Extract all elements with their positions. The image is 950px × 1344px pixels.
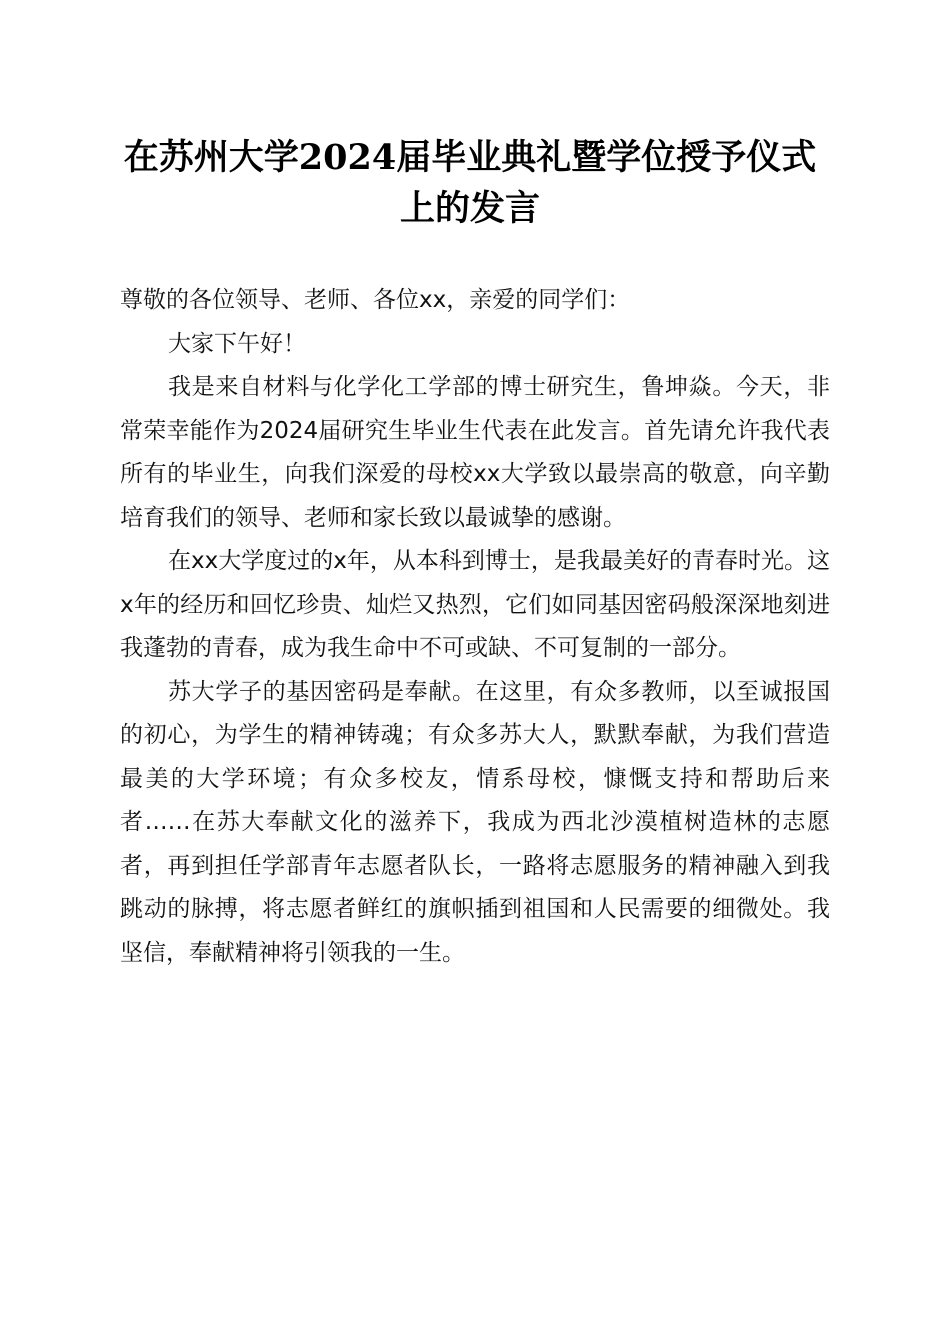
paragraph-youth-memories: 在xx大学度过的x年，从本科到博士，是我最美好的青春时光。这x年的经历和回忆珍贵、灿烂又热烈，它们如同基因密码般深深地刻进我蓬勃的青春，成为我生命中不可或缺、不可复制的一部分。 [120,548,830,661]
paragraph-greeting: 大家下午好！ [168,330,306,357]
title-line-1: 在苏州大学2024届毕业典礼暨学位授予仪式 [123,137,817,178]
paragraph-introduction: 我是来自材料与化学化工学部的博士研究生，鲁坤焱。今天，非常荣幸能作为2024届研究生毕业生代表在此发言。首先请允许我代表所有的毕业生，向我们深爱的母校xx大学致以最崇高的敬意，向辛勤培育我们的领导、老师和家长致以最诚挚的感谢。 [120,374,830,531]
speech-body [120,279,830,975]
paragraph-dedication: 苏大学子的基因密码是奉献。在这里，有众多教师，以至诚报国的初心，为学生的精神铸魂；有众多苏大人，默默奉献，为我们营造最美的大学环境；有众多校友，情系母校，慷慨支持和帮助后来者……在苏大奉献文化的滋养下，我成为西北沙漠植树造林的志愿者，再到担任学部青年志愿者队长，一路将志愿服务的精神融入到我跳动的脉搏，将志愿者鲜红的旗帜插到祖国和人民需要的细微处。我坚信，奉献精神将引领我的一生。 [120,678,830,966]
page-title [100,132,840,234]
salutation: 尊敬的各位领导、老师、各位xx，亲爱的同学们： [120,287,631,313]
title-line-2: 上的发言 [399,188,540,229]
